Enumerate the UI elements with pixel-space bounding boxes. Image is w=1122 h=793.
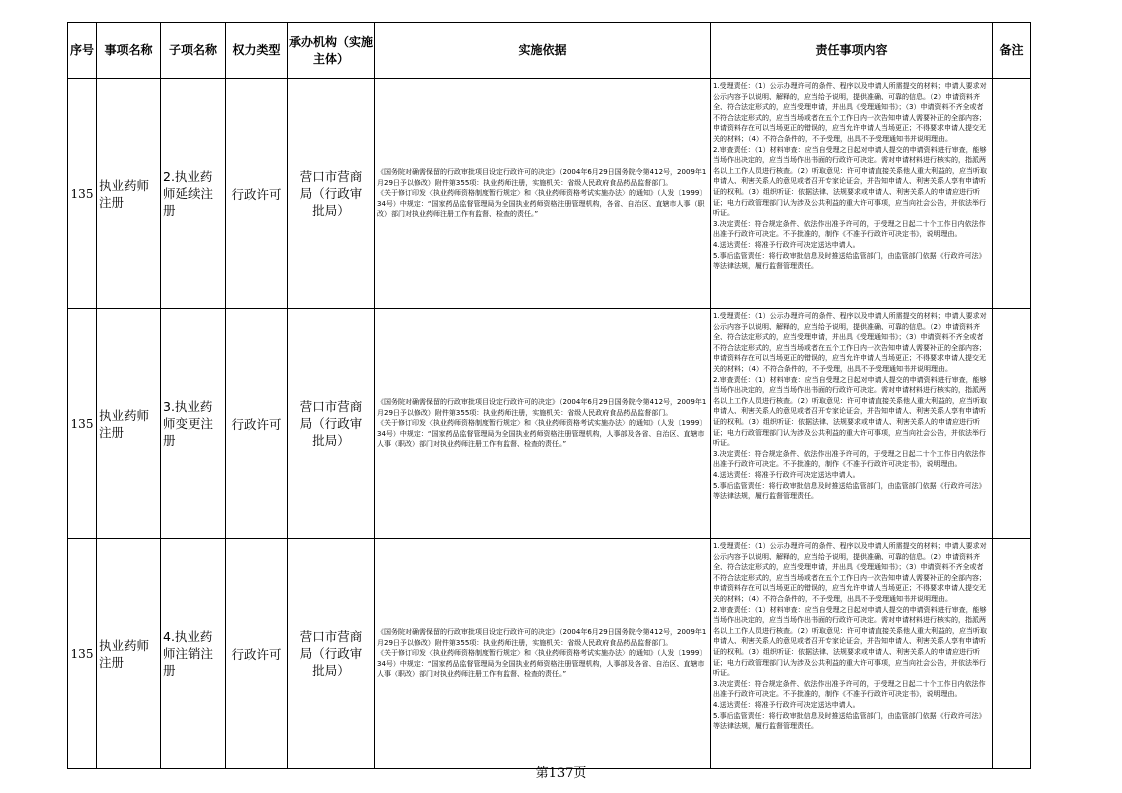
cell-note <box>993 79 1031 309</box>
header-row <box>68 23 1031 79</box>
header-org: 承办机构（实施主体） <box>288 23 375 79</box>
resp-paragraph: 3.决定责任：符合规定条件、依法作出准予许可的，于受理之日起二十个工作日内依法作出准予行政许可决定。不予批准的，制作《不准予行政许可决定书》，说明理由。 <box>713 219 986 239</box>
cell-power-type: 行政许可 <box>226 539 288 769</box>
basis-paragraph: 《关于修订印发〈执业药师资格制度暂行规定〉和〈执业药师资格考试实施办法〉的通知》（人发〔1999〕34号）中规定：“国家药品监督管理局为全国执业药师资格注册管理机构，人事部及各省、自治区、直辖市人事（职改）部门对执业药师注册工作有监督、检查的责任。” <box>377 419 707 449</box>
header-responsibility: 责任事项内容 <box>711 23 993 79</box>
cell-org: 营口市营商局（行政审批局） <box>288 309 375 539</box>
table-row <box>68 79 1031 309</box>
resp-paragraph: 2.审查责任：（1）材料审查：应当自受理之日起对申请人提交的申请资料进行审查，能够当场作出决定的，应当当场作出书面的行政许可决定。需对申请材料进行核实的，指派两名以上工作人员进行核查。（2）听取意见：许可申请直接关系他人重大利益的，应当听取申请人、利害关系人的意见或者召开专家论证会，并告知申请人、利害关系人享有申请听证的权利。（3）组织听证：依据法律、法规要求或申请人、利害关系人的申请应进行听证；电力行政管理部门认为涉及公共利益的重大许可事项，应当向社会公告，并依法举行听证。 <box>713 145 987 218</box>
resp-paragraph: 4.送达责任：将准予行政许可决定送达申请人。 <box>713 470 860 479</box>
cell-seq: 135 <box>68 539 97 769</box>
resp-paragraph: 5.事后监管责任：将行政审批信息及时推送给监管部门，由监管部门依据《行政许可法》等法律法规，履行监督管理责任。 <box>713 711 986 731</box>
cell-sub-item: 4.执业药师注销注册 <box>161 539 226 769</box>
cell-power-type: 行政许可 <box>226 79 288 309</box>
cell-responsibility <box>711 79 993 309</box>
resp-paragraph: 1.受理责任：（1）公示办理许可的条件、程序以及申请人所需提交的材料；申请人要求对公示内容予以说明、解释的，应当给予说明，提供准确、可靠的信息。（2）申请资料齐全、符合法定形式的，应当受理申请，并出具《受理通知书》；（3）申请资料不齐全或者不符合法定形式的，应当当场或者在五个工作日内一次告知申请人需要补正的全部内容；申请资料存在可以当场更正的错误的，应当允许申请人当场更正；不得要求申请人提交无关的材料；（4）不符合条件的，不予受理，出具不予受理通知书并说明理由。 <box>713 312 987 373</box>
header-basis: 实施依据 <box>375 23 711 79</box>
cell-basis <box>375 79 711 309</box>
header-item-name: 事项名称 <box>97 23 161 79</box>
cell-note <box>993 539 1031 769</box>
header-sub-item: 子项名称 <box>161 23 226 79</box>
resp-paragraph: 1.受理责任：（1）公示办理许可的条件、程序以及申请人所需提交的材料；申请人要求对公示内容予以说明、解释的，应当给予说明，提供准确、可靠的信息。（2）申请资料齐全、符合法定形式的，应当受理申请，并出具《受理通知书》；（3）申请资料不齐全或者不符合法定形式的，应当当场或者在五个工作日内一次告知申请人需要补正的全部内容；申请资料存在可以当场更正的错误的，应当允许申请人当场更正；不得要求申请人提交无关的材料；（4）不符合条件的，不予受理，出具不予受理通知书并说明理由。 <box>713 82 987 143</box>
resp-paragraph: 4.送达责任：将准予行政许可决定送达申请人。 <box>713 700 860 709</box>
power-list-table <box>67 22 1031 769</box>
resp-paragraph: 4.送达责任：将准予行政许可决定送达申请人。 <box>713 240 860 249</box>
cell-item-name: 执业药师注册 <box>97 539 161 769</box>
cell-note <box>993 309 1031 539</box>
resp-paragraph: 5.事后监管责任：将行政审批信息及时推送给监管部门，由监管部门依据《行政许可法》等法律法规，履行监督管理责任。 <box>713 251 986 271</box>
table-row <box>68 539 1031 769</box>
cell-item-name: 执业药师注册 <box>97 79 161 309</box>
resp-paragraph: 1.受理责任：（1）公示办理许可的条件、程序以及申请人所需提交的材料；申请人要求对公示内容予以说明、解释的，应当给予说明，提供准确、可靠的信息。（2）申请资料齐全、符合法定形式的，应当受理申请，并出具《受理通知书》；（3）申请资料不齐全或者不符合法定形式的，应当当场或者在五个工作日内一次告知申请人需要补正的全部内容；申请资料存在可以当场更正的错误的，应当允许申请人当场更正；不得要求申请人提交无关的材料；（4）不符合条件的，不予受理，出具不予受理通知书并说明理由。 <box>713 542 987 603</box>
cell-sub-item: 3.执业药师变更注册 <box>161 309 226 539</box>
cell-power-type: 行政许可 <box>226 309 288 539</box>
header-power-type: 权力类型 <box>226 23 288 79</box>
cell-seq: 135 <box>68 79 97 309</box>
resp-paragraph: 2.审查责任：（1）材料审查：应当自受理之日起对申请人提交的申请资料进行审查，能够当场作出决定的，应当当场作出书面的行政许可决定。需对申请材料进行核实的，指派两名以上工作人员进行核查。（2）听取意见：许可申请直接关系他人重大利益的，应当听取申请人、利害关系人的意见或者召开专家论证会，并告知申请人、利害关系人享有申请听证的权利。（3）组织听证：依据法律、法规要求或申请人、利害关系人的申请应进行听证；电力行政管理部门认为涉及公共利益的重大许可事项，应当向社会公告，并依法举行听证。 <box>713 605 987 678</box>
basis-paragraph: 《国务院对确需保留的行政审批项目设定行政许可的决定》（2004年6月29日国务院令第412号，2009年1月29日予以修改）附件第355项：执业药师注册，实施机关：省级人民政府食品药品监督部门。 <box>377 398 707 417</box>
basis-paragraph: 《国务院对确需保留的行政审批项目设定行政许可的决定》（2004年6月29日国务院令第412号，2009年1月29日予以修改）附件第355项：执业药师注册，实施机关：省级人民政府食品药品监督部门。 <box>377 628 707 647</box>
resp-paragraph: 5.事后监管责任：将行政审批信息及时推送给监管部门，由监管部门依据《行政许可法》等法律法规，履行监督管理责任。 <box>713 481 986 501</box>
page-number: 第137页 <box>535 766 587 781</box>
resp-paragraph: 2.审查责任：（1）材料审查：应当自受理之日起对申请人提交的申请资料进行审查，能够当场作出决定的，应当当场作出书面的行政许可决定。需对申请材料进行核实的，指派两名以上工作人员进行核查。（2）听取意见：许可申请直接关系他人重大利益的，应当听取申请人、利害关系人的意见或者召开专家论证会，并告知申请人、利害关系人享有申请听证的权利。（3）组织听证：依据法律、法规要求或申请人、利害关系人的申请应进行听证；电力行政管理部门认为涉及公共利益的重大许可事项，应当向社会公告，并依法举行听证。 <box>713 375 987 448</box>
header-note: 备注 <box>993 23 1031 79</box>
header-seq: 序号 <box>68 23 97 79</box>
cell-responsibility <box>711 309 993 539</box>
resp-paragraph: 3.决定责任：符合规定条件、依法作出准予许可的，于受理之日起二十个工作日内依法作出准予行政许可决定。不予批准的，制作《不准予行政许可决定书》，说明理由。 <box>713 449 986 469</box>
cell-item-name: 执业药师注册 <box>97 309 161 539</box>
cell-basis <box>375 539 711 769</box>
table-row <box>68 309 1031 539</box>
cell-org: 营口市营商局（行政审批局） <box>288 79 375 309</box>
basis-paragraph: 《关于修订印发〈执业药师资格制度暂行规定〉和〈执业药师资格考试实施办法〉的通知》（人发〔1999〕34号）中规定：“国家药品监督管理局为全国执业药师资格注册管理机构，各省、自治区、直辖市人事（职改）部门对执业药师注册工作有监督、检查的责任。” <box>377 189 707 219</box>
cell-seq: 135 <box>68 309 97 539</box>
basis-paragraph: 《关于修订印发〈执业药师资格制度暂行规定〉和〈执业药师资格考试实施办法〉的通知》（人发〔1999〕34号）中规定：“国家药品监督管理局为全国执业药师资格注册管理机构，人事部及各省、自治区、直辖市人事（职改）部门对执业药师注册工作有监督、检查的责任。” <box>377 649 707 679</box>
basis-paragraph: 《国务院对确需保留的行政审批项目设定行政许可的决定》（2004年6月29日国务院令第412号，2009年1月29日予以修改）附件第355项：执业药师注册，实施机关：省级人民政府食品药品监督部门。 <box>377 168 707 187</box>
cell-sub-item: 2.执业药师延续注册 <box>161 79 226 309</box>
cell-responsibility <box>711 539 993 769</box>
resp-paragraph: 3.决定责任：符合规定条件、依法作出准予许可的，于受理之日起二十个工作日内依法作出准予行政许可决定。不予批准的，制作《不准予行政许可决定书》，说明理由。 <box>713 679 986 699</box>
cell-basis <box>375 309 711 539</box>
cell-org: 营口市营商局（行政审批局） <box>288 539 375 769</box>
